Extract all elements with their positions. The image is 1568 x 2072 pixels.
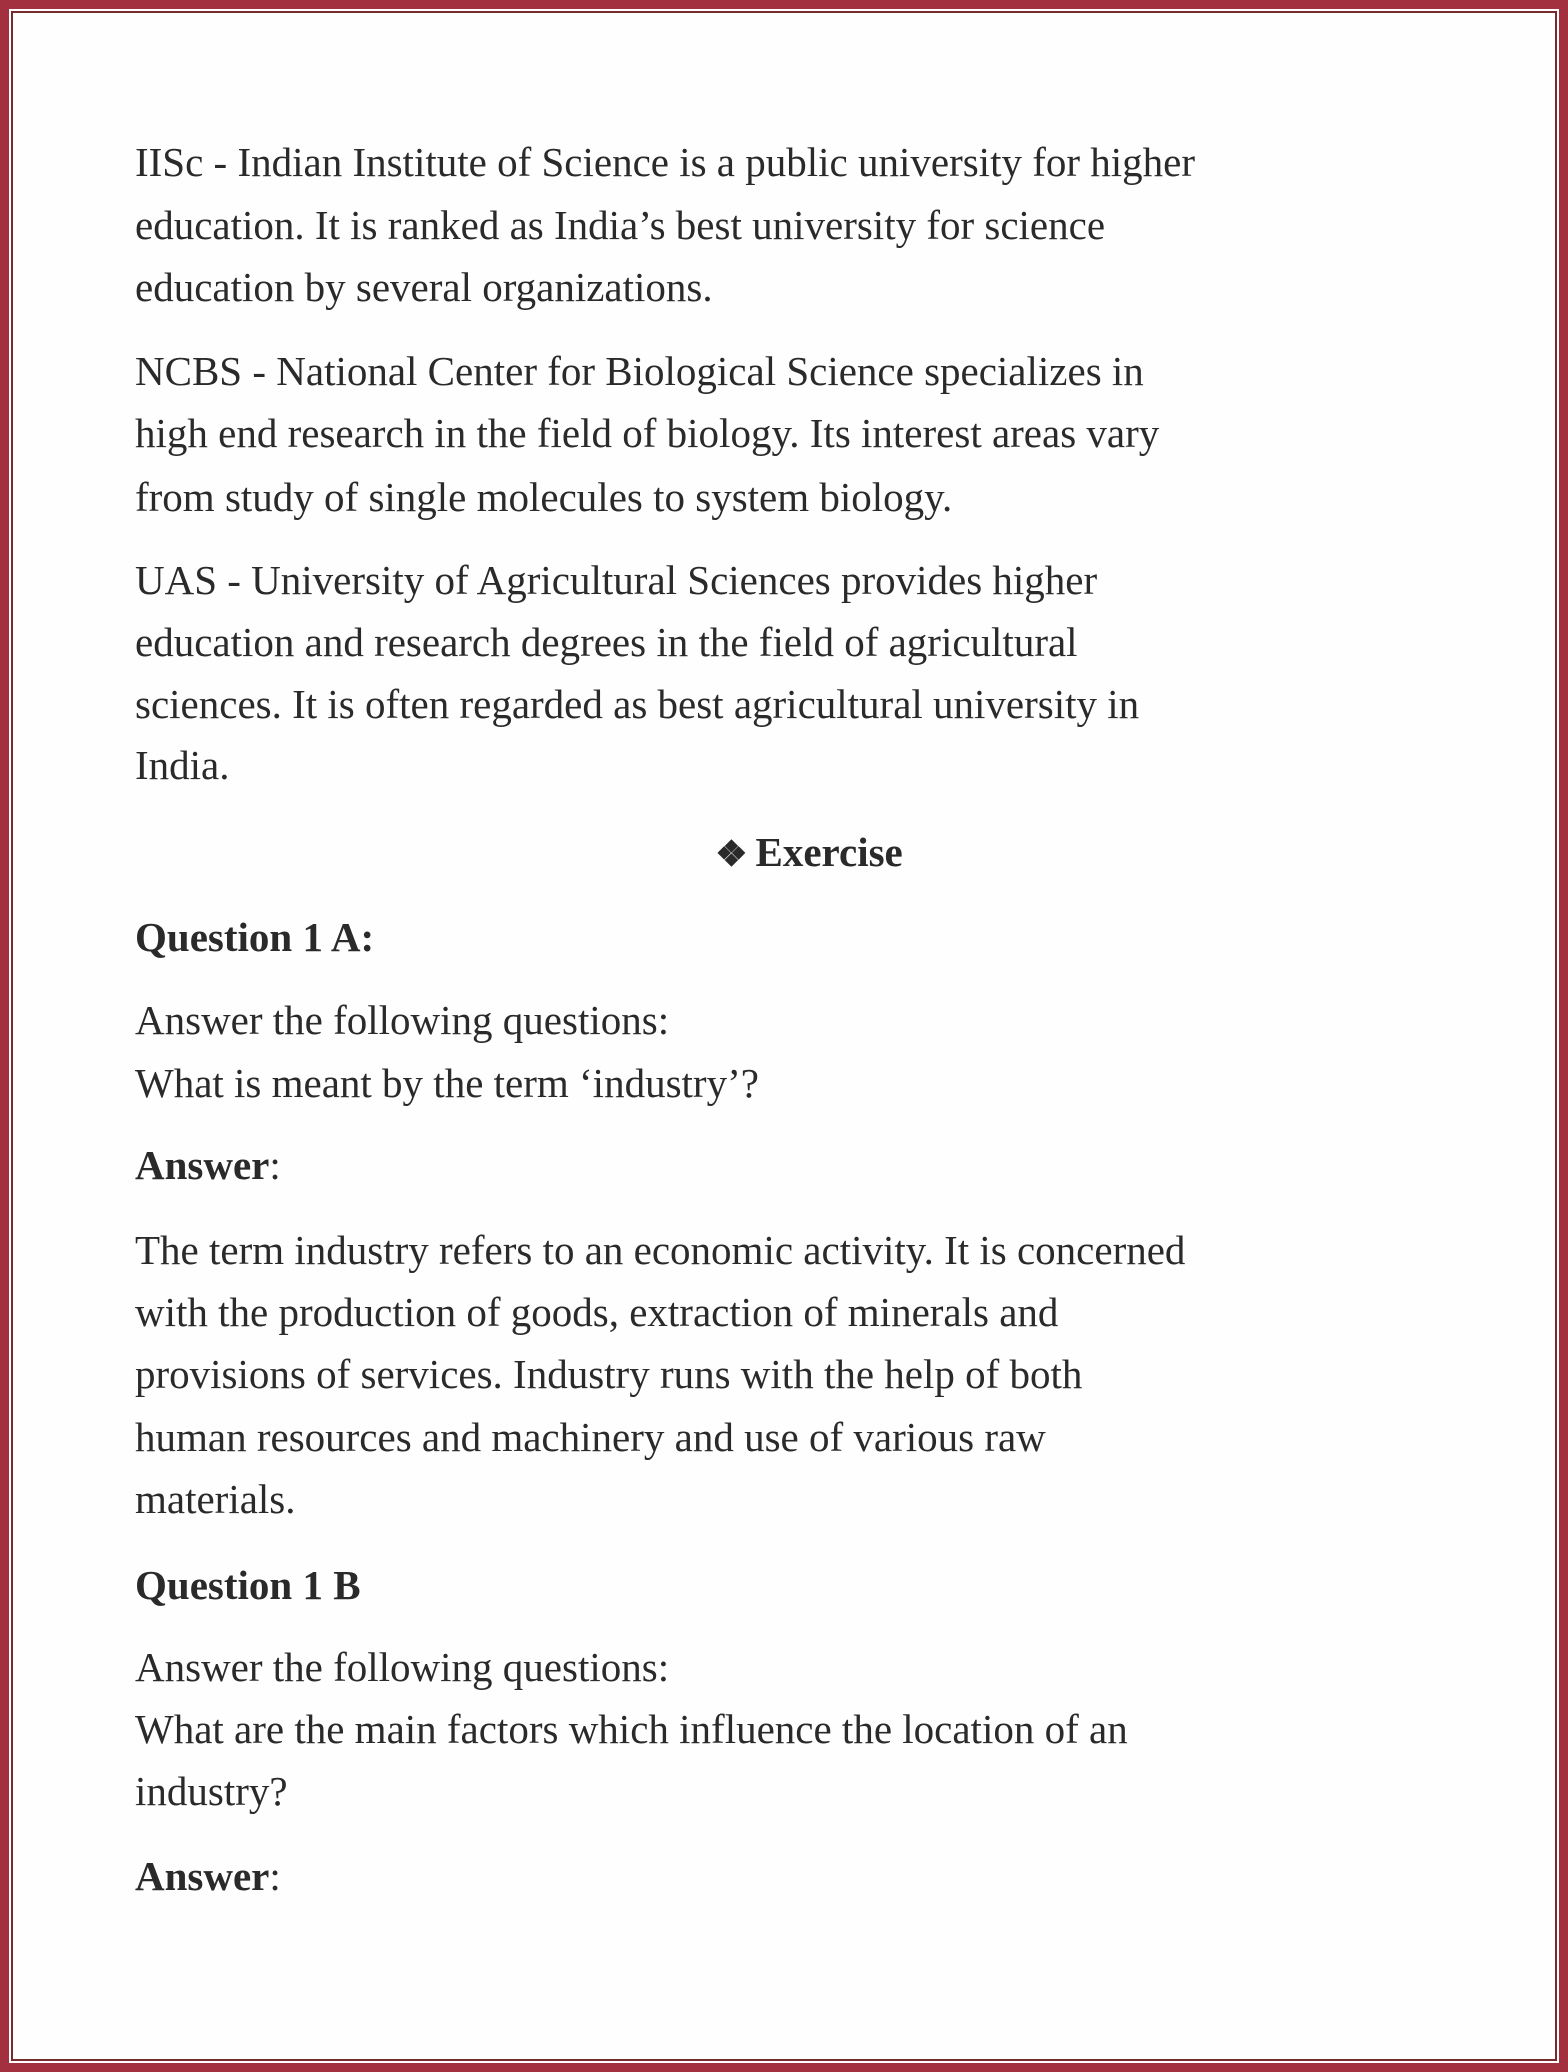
- answer-1a-line: materials.: [135, 1476, 296, 1522]
- answer-1a-label: [135, 1134, 281, 1196]
- question-1b-line: What are the main factors which influence the location of an: [135, 1706, 1128, 1752]
- answer-1a-line: The term industry refers to an economic activity. It is concerned: [135, 1227, 1186, 1273]
- answer-1a-line: human resources and machinery and use of various raw: [135, 1414, 1046, 1460]
- paragraph-uas-line: UAS - University of Agricultural Sciences provides higher: [135, 557, 1098, 603]
- answer-1b-label: [135, 1845, 281, 1907]
- question-1a-line: What is meant by the term ‘industry’?: [135, 1060, 759, 1106]
- paragraph-iisc-line: IISc - Indian Institute of Science is a public university for higher: [135, 139, 1196, 185]
- answer-1a-line: provisions of services. Industry runs with the help of both: [135, 1351, 1083, 1397]
- exercise-title: Exercise: [755, 829, 903, 875]
- answer-colon: :: [269, 1142, 281, 1188]
- question-1b-line: industry?: [135, 1768, 288, 1814]
- answer-label: Answer: [135, 1142, 270, 1188]
- exercise-heading: [0, 821, 1568, 885]
- paragraph-ncbs-line: NCBS - National Center for Biological Science specializes in: [135, 348, 1144, 394]
- question-1a-heading: Question 1 A:: [135, 914, 375, 960]
- paragraph-ncbs-line: high end research in the field of biology. Its interest areas vary: [135, 410, 1160, 456]
- question-1b-line: Answer the following questions:: [135, 1644, 670, 1690]
- diamond-bullet-icon: ❖: [715, 834, 748, 874]
- paragraph-uas-line: India.: [135, 742, 230, 788]
- paragraph-uas-line: education and research degrees in the field of agricultural: [135, 619, 1078, 665]
- question-1b-heading: Question 1 B: [135, 1562, 361, 1608]
- answer-label: Answer: [135, 1853, 270, 1899]
- paragraph-iisc-line: education by several organizations.: [135, 264, 713, 310]
- paragraph-iisc-line: education. It is ranked as India’s best university for science: [135, 202, 1106, 248]
- answer-colon: :: [269, 1853, 281, 1899]
- paragraph-ncbs-line: from study of single molecules to system biology.: [135, 474, 953, 520]
- question-1a-line: Answer the following questions:: [135, 997, 670, 1043]
- paragraph-uas-line: sciences. It is often regarded as best agricultural university in: [135, 681, 1140, 727]
- answer-1a-line: with the production of goods, extraction of minerals and: [135, 1289, 1059, 1335]
